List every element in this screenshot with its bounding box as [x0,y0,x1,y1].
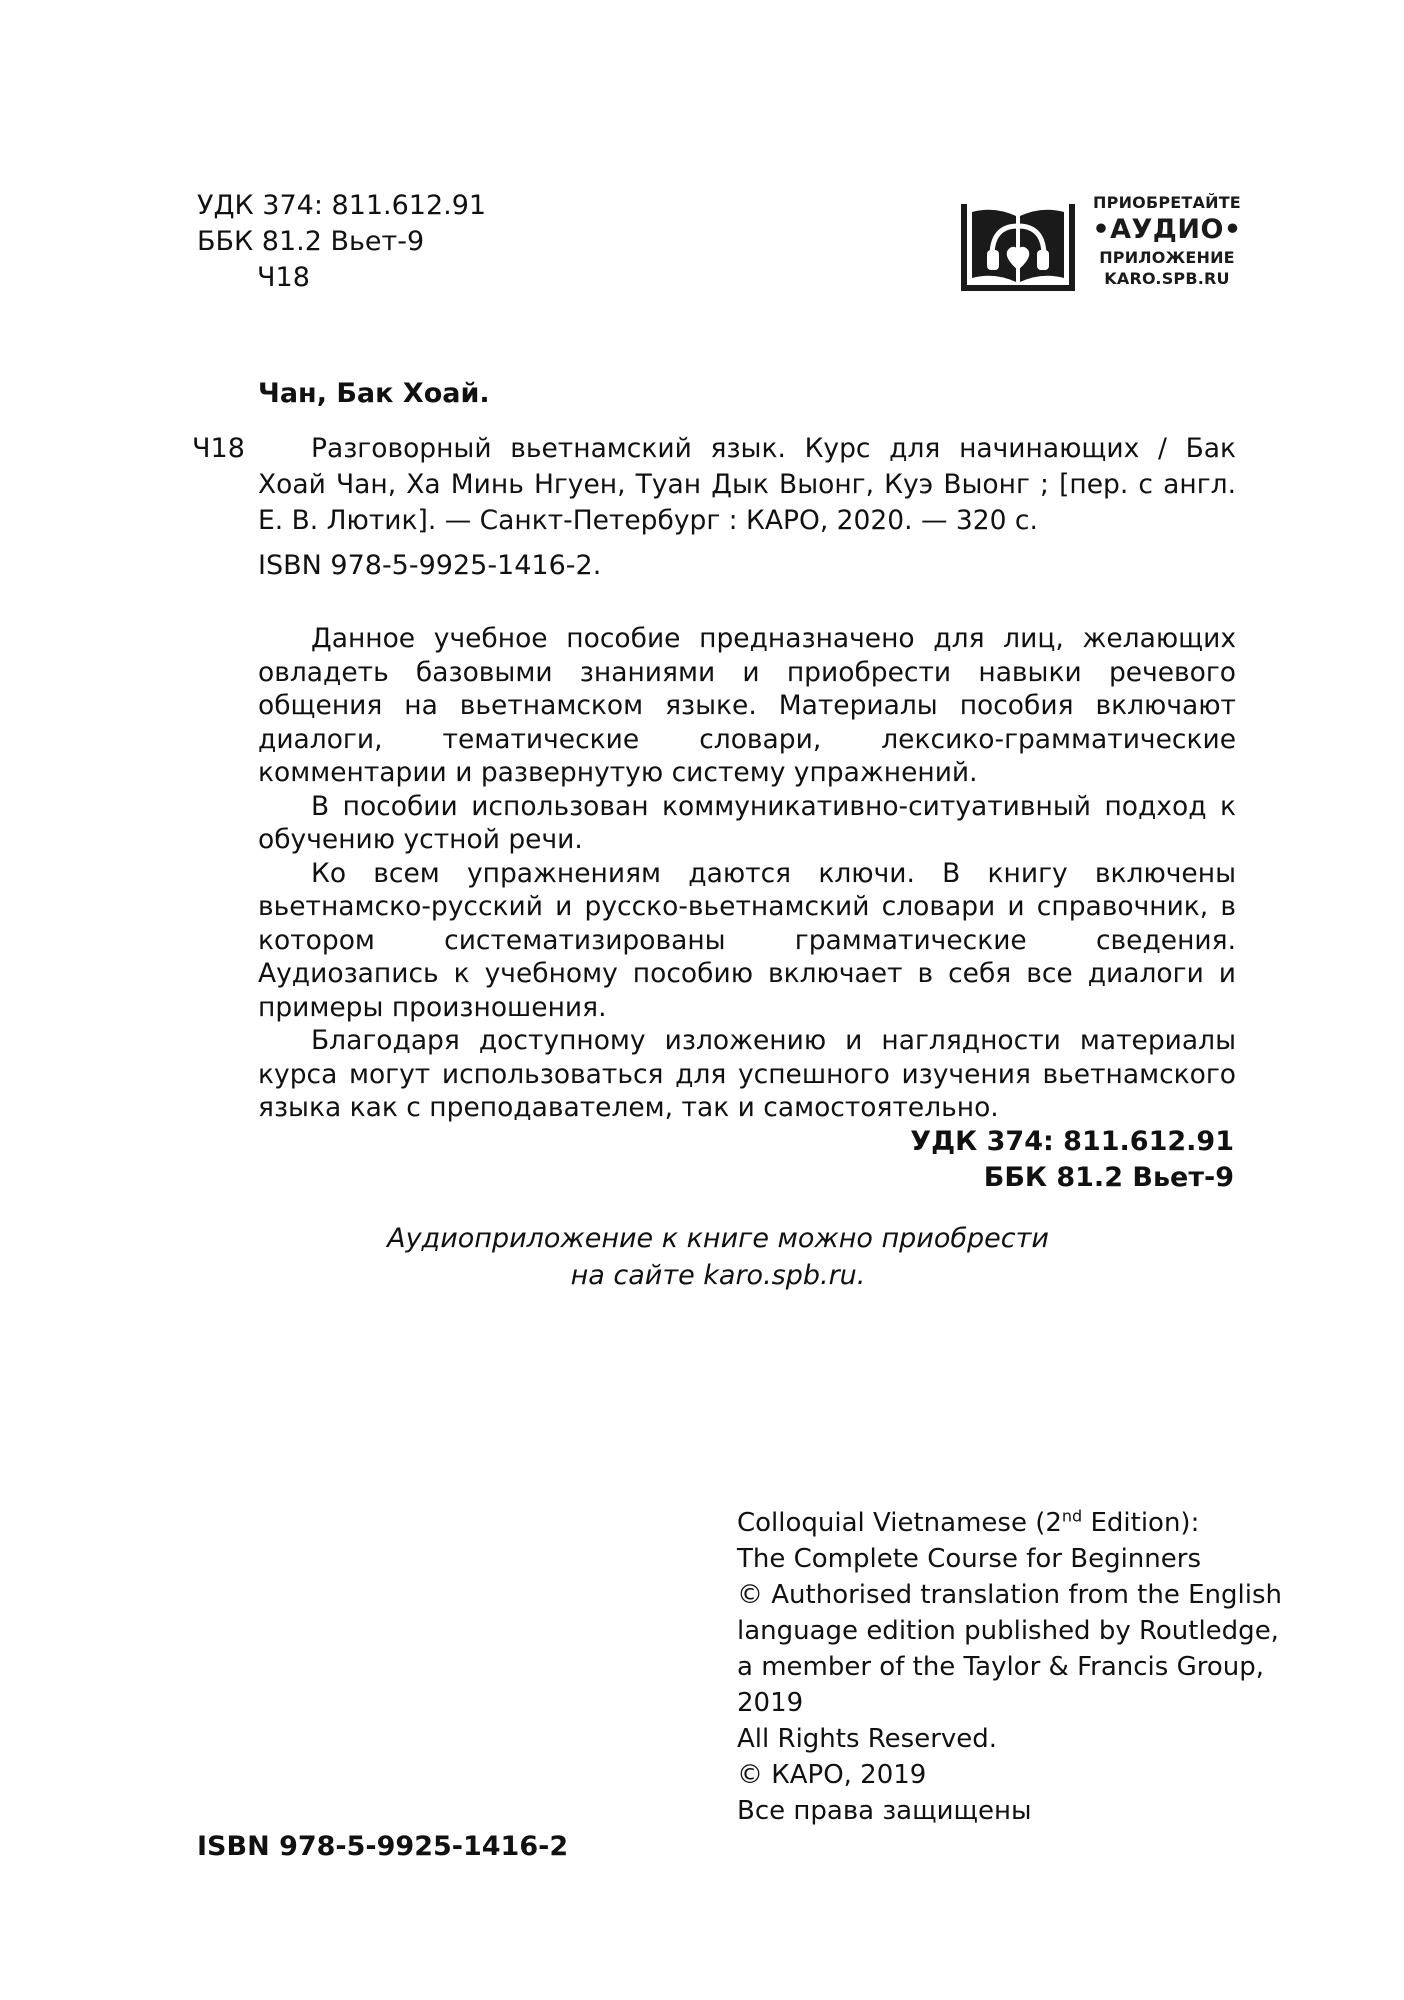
rights-reserved-ru: Все права защищены [737,1796,1032,1826]
original-title-sup: nd [1061,1506,1083,1526]
copyright-line: © Authorised translation from the English [737,1580,1282,1610]
karo-copyright: © КАРО, 2019 [737,1760,927,1790]
abstract-paragraph: В пособии использован коммуникативно-ситуативный подход к обучению устной речи. [258,790,1236,855]
header-catalog-codes [197,188,486,296]
promo-text [1082,192,1252,289]
isbn-bold: ISBN 978-5-9925-1416-2 [197,1831,569,1862]
author-heading: Чан, Бак Хоай. [258,378,490,409]
isbn-line: ISBN 978-5-9925-1416-2. [258,550,602,581]
copyright-line: a member of the Taylor & Francis Group, [737,1652,1264,1682]
original-title-pre: Colloquial Vietnamese (2 [737,1508,1062,1538]
classification-codes-bold [910,1124,1234,1196]
audio-note [258,1220,1178,1294]
abstract [258,622,1236,1125]
rights-reserved: All Rights Reserved. [737,1724,998,1754]
abstract-paragraph: Ко всем упражнениям даются ключи. В книгу включены вьетнамско-русский и русско-вьетнамский словари и справочник, в котором систематизированы грамматические сведения. Аудиозапись к учебному пособию включает в себя все диалоги и примеры произношения. [258,857,1236,1023]
original-title [737,1505,1277,1541]
promo-line-audio: •АУДИО• [1092,214,1242,245]
header-bbk: ББК 81.2 Вьет-9 [197,226,425,257]
audio-note-line: на сайте karo.spb.ru. [570,1260,866,1291]
rights-block [737,1505,1282,1829]
abstract-paragraph: Благодаря доступному изложению и наглядности материалы курса могут использоваться для успешного изучения вьетнамского языка как с преподавателем, так и самостоятельно. [258,1025,1236,1123]
promo-line-site: KARO.SPB.RU [1104,269,1230,288]
original-title-post: Edition): [1082,1508,1200,1538]
header-author-sign: Ч18 [257,262,310,293]
udk-bold: УДК 374: 811.612.91 [910,1126,1234,1157]
audio-note-line: Аудиоприложение к книге можно приобрести [387,1223,1049,1254]
promo-line-app: ПРИЛОЖЕНИЕ [1099,248,1235,267]
copyright-line: language edition published by Routledge, [737,1616,1279,1646]
promo-line-buy: ПРИОБРЕТАЙТЕ [1093,193,1241,212]
original-subtitle: The Complete Course for Beginners [737,1544,1201,1574]
bibliographic-description: Разговорный вьетнамский язык. Курс для начинающих / Бак Хоай Чан, Ха Минь Нгуен, Туан Дык Выонг, Куэ Выонг ; [пер. с англ. Е. В. Лютик]. — Санкт-Петербург : КАРО, 2020. — 320 с. [258,433,1236,536]
book-headphones-icon [958,198,1078,294]
bbk-bold: ББК 81.2 Вьет-9 [983,1162,1234,1193]
catalog-code: Ч18 [192,433,245,464]
header-udk: УДК 374: 811.612.91 [197,190,487,221]
abstract-paragraph: Данное учебное пособие предназначено для лиц, желающих овладеть базовыми знаниями и приобрести навыки речевого общения на вьетнамском языке. Материалы пособия включают диалоги, тематические словари, лексико-грамматические комментарии и развернутую систему упражнений. [258,623,1236,788]
audio-promo [958,192,1258,302]
copyright-year: 2019 [737,1688,804,1718]
